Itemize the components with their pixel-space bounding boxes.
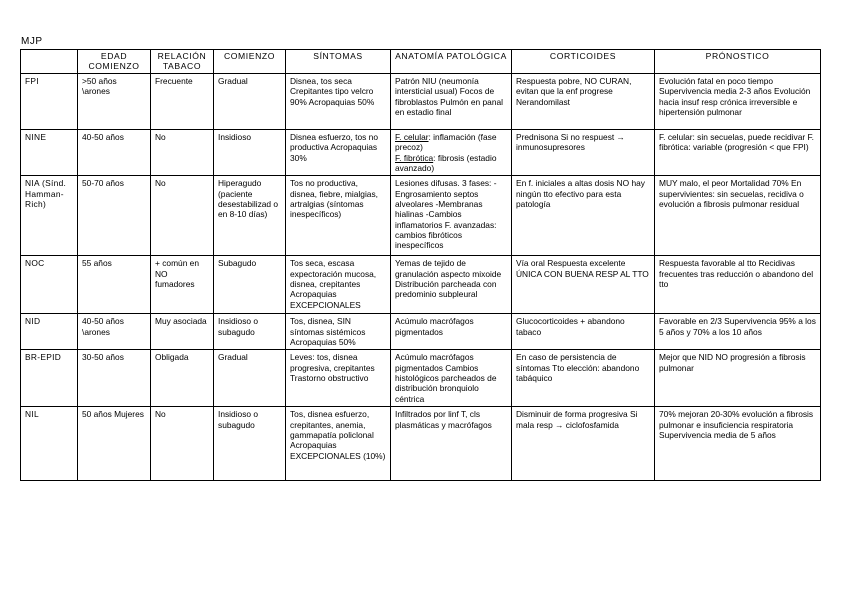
row-name: NINE bbox=[21, 130, 78, 176]
header-anatomia: ANATOMÍA PATOLÓGICA bbox=[391, 50, 512, 74]
cell-comienzo: Hiperagudo (paciente desestabilizad o en 8-10 días) bbox=[214, 176, 286, 256]
cell-tabaco: Muy asociada bbox=[151, 314, 214, 350]
cell-edad: 55 años bbox=[78, 256, 151, 314]
row-name: NID bbox=[21, 314, 78, 350]
cell-comienzo: Insidioso o subagudo bbox=[214, 314, 286, 350]
header-edad: EDAD COMIENZO bbox=[78, 50, 151, 74]
table-row-nid bbox=[21, 314, 821, 350]
row-name: NOC bbox=[21, 256, 78, 314]
row-name: NIL bbox=[21, 407, 78, 481]
cell-corticoides: Vía oral Respuesta excelente ÚNICA CON BUENA RESP AL TTO bbox=[512, 256, 655, 314]
cell-sintomas: Disnea esfuerzo, tos no productiva Acropaquias 30% bbox=[286, 130, 391, 176]
cell-corticoides: En f. iniciales a altas dosis NO hay ningún tto efectivo para esta patología bbox=[512, 176, 655, 256]
header-empty bbox=[21, 50, 78, 74]
anatomia-phase-fibrotica bbox=[395, 153, 507, 174]
header-pronostico: PRÓNOSTICO bbox=[655, 50, 821, 74]
cell-anatomia: Infiltrados por linf T, cls plasmáticas y macrófagos bbox=[391, 407, 512, 481]
cell-sintomas: Tos seca, escasa expectoración mucosa, disnea, crepitantes Acropaquias EXCEPCIONALES bbox=[286, 256, 391, 314]
row-name: FPI bbox=[21, 74, 78, 130]
cell-edad: 50-70 años bbox=[78, 176, 151, 256]
cell-sintomas: Tos, disnea, SIN síntomas sistémicos Acropaquias 50% bbox=[286, 314, 391, 350]
cell-sintomas: Tos, disnea esfuerzo, crepitantes, anemia, gammapatía policlonal Acropaquias EXCEPCIONALES (10%) bbox=[286, 407, 391, 481]
phase-text-fibrotica: : fibrosis (estadio avanzado) bbox=[395, 152, 497, 174]
header-comienzo: COMIENZO bbox=[214, 50, 286, 74]
cell-tabaco: Obligada bbox=[151, 350, 214, 407]
header-row bbox=[21, 50, 821, 74]
cell-pronostico: 70% mejoran 20-30% evolución a fibrosis pulmonar e insuficiencia respiratoria Supervivencia media de 5 años bbox=[655, 407, 821, 481]
cell-edad: 40-50 años bbox=[78, 130, 151, 176]
cell-anatomia: Patrón NIU (neumonía intersticial usual) Focos de fibroblastos Pulmón en panal en estadio final bbox=[391, 74, 512, 130]
cell-corticoides: Glucocorticoides + abandono tabaco bbox=[512, 314, 655, 350]
cell-tabaco: + común en NO fumadores bbox=[151, 256, 214, 314]
comparison-table bbox=[20, 49, 821, 481]
table-row-noc bbox=[21, 256, 821, 314]
cell-edad: 40-50 años \arones bbox=[78, 314, 151, 350]
anatomia-phase-celular bbox=[395, 132, 507, 153]
cell-edad: >50 años \arones bbox=[78, 74, 151, 130]
cell-comienzo: Gradual bbox=[214, 350, 286, 407]
table-row-br-epid bbox=[21, 350, 821, 407]
document-label: MJP bbox=[21, 36, 43, 47]
cell-edad: 50 años Mujeres bbox=[78, 407, 151, 481]
cell-comienzo: Gradual bbox=[214, 74, 286, 130]
cell-anatomia: Yemas de tejido de granulación aspecto mixoide Distribución parcheada con predominio subpleural bbox=[391, 256, 512, 314]
row-name: NIA (Sínd. Hamman-Rich) bbox=[21, 176, 78, 256]
cell-comienzo: Insidioso bbox=[214, 130, 286, 176]
cell-pronostico: Respuesta favorable al tto Recidivas frecuentes tras reducción o abandono del tto bbox=[655, 256, 821, 314]
cell-pronostico: Evolución fatal en poco tiempo Supervivencia media 2-3 años Evolución hacia insuf resp crónica irreversible e hipertensión pulmonar bbox=[655, 74, 821, 130]
cell-corticoides: Prednisona Si no respuest → inmunosupresores bbox=[512, 130, 655, 176]
cell-corticoides: Disminuir de forma progresiva Si mala resp → ciclofosfamida bbox=[512, 407, 655, 481]
table-row-nil bbox=[21, 407, 821, 481]
header-sintomas: SÍNTOMAS bbox=[286, 50, 391, 74]
cell-pronostico: Favorable en 2/3 Supervivencia 95% a los 5 años y 70% a los 10 años bbox=[655, 314, 821, 350]
cell-sintomas: Disnea, tos seca Crepitantes tipo velcro 90% Acropaquias 50% bbox=[286, 74, 391, 130]
cell-pronostico: Mejor que NID NO progresión a fibrosis pulmonar bbox=[655, 350, 821, 407]
header-tabaco: RELACIÓN TABACO bbox=[151, 50, 214, 74]
header-corticoides: CORTICOIDES bbox=[512, 50, 655, 74]
cell-comienzo: Insidioso o subagudo bbox=[214, 407, 286, 481]
cell-tabaco: Frecuente bbox=[151, 74, 214, 130]
cell-tabaco: No bbox=[151, 407, 214, 481]
cell-pronostico: F. celular: sin secuelas, puede recidivar F. fibrótica: variable (progresión < que FPI) bbox=[655, 130, 821, 176]
table-row-nine bbox=[21, 130, 821, 176]
cell-sintomas: Leves: tos, disnea progresiva, crepitantes Trastorno obstructivo bbox=[286, 350, 391, 407]
cell-tabaco: No bbox=[151, 130, 214, 176]
cell-tabaco: No bbox=[151, 176, 214, 256]
cell-anatomia: Acúmulo macrófagos pigmentados bbox=[391, 314, 512, 350]
cell-anatomia: Lesiones difusas. 3 fases: -Engrosamiento septos alveolares -Membranas hialinas -Cambios inflamatorios F. avanzadas: cambios fibróticos inespecíficos bbox=[391, 176, 512, 256]
phase-label-fibrotica: F. fibrótica bbox=[395, 152, 434, 163]
cell-edad: 30-50 años bbox=[78, 350, 151, 407]
row-name: BR-EPID bbox=[21, 350, 78, 407]
cell-anatomia bbox=[391, 130, 512, 176]
table-row-fpi bbox=[21, 74, 821, 130]
cell-sintomas: Tos no productiva, disnea, fiebre, mialgias, artralgias (síntomas inespecíficos) bbox=[286, 176, 391, 256]
cell-corticoides: En caso de persistencia de síntomas Tto elección: abandono tabáquico bbox=[512, 350, 655, 407]
table-row-nia bbox=[21, 176, 821, 256]
phase-label-celular: F. celular bbox=[395, 132, 429, 143]
cell-corticoides: Respuesta pobre, NO CURAN, evitan que la enf progrese Nerandomilast bbox=[512, 74, 655, 130]
cell-pronostico: MUY malo, el peor Mortalidad 70% En supervivientes: sin secuelas, recidiva o evolución a fibrosis pulmonar residual bbox=[655, 176, 821, 256]
cell-comienzo: Subagudo bbox=[214, 256, 286, 314]
phase-text-celular: : inflamación (fase precoz) bbox=[395, 132, 497, 153]
cell-anatomia: Acúmulo macrófagos pigmentados Cambios histológicos parcheados de distribución bronquiolo céntrica bbox=[391, 350, 512, 407]
